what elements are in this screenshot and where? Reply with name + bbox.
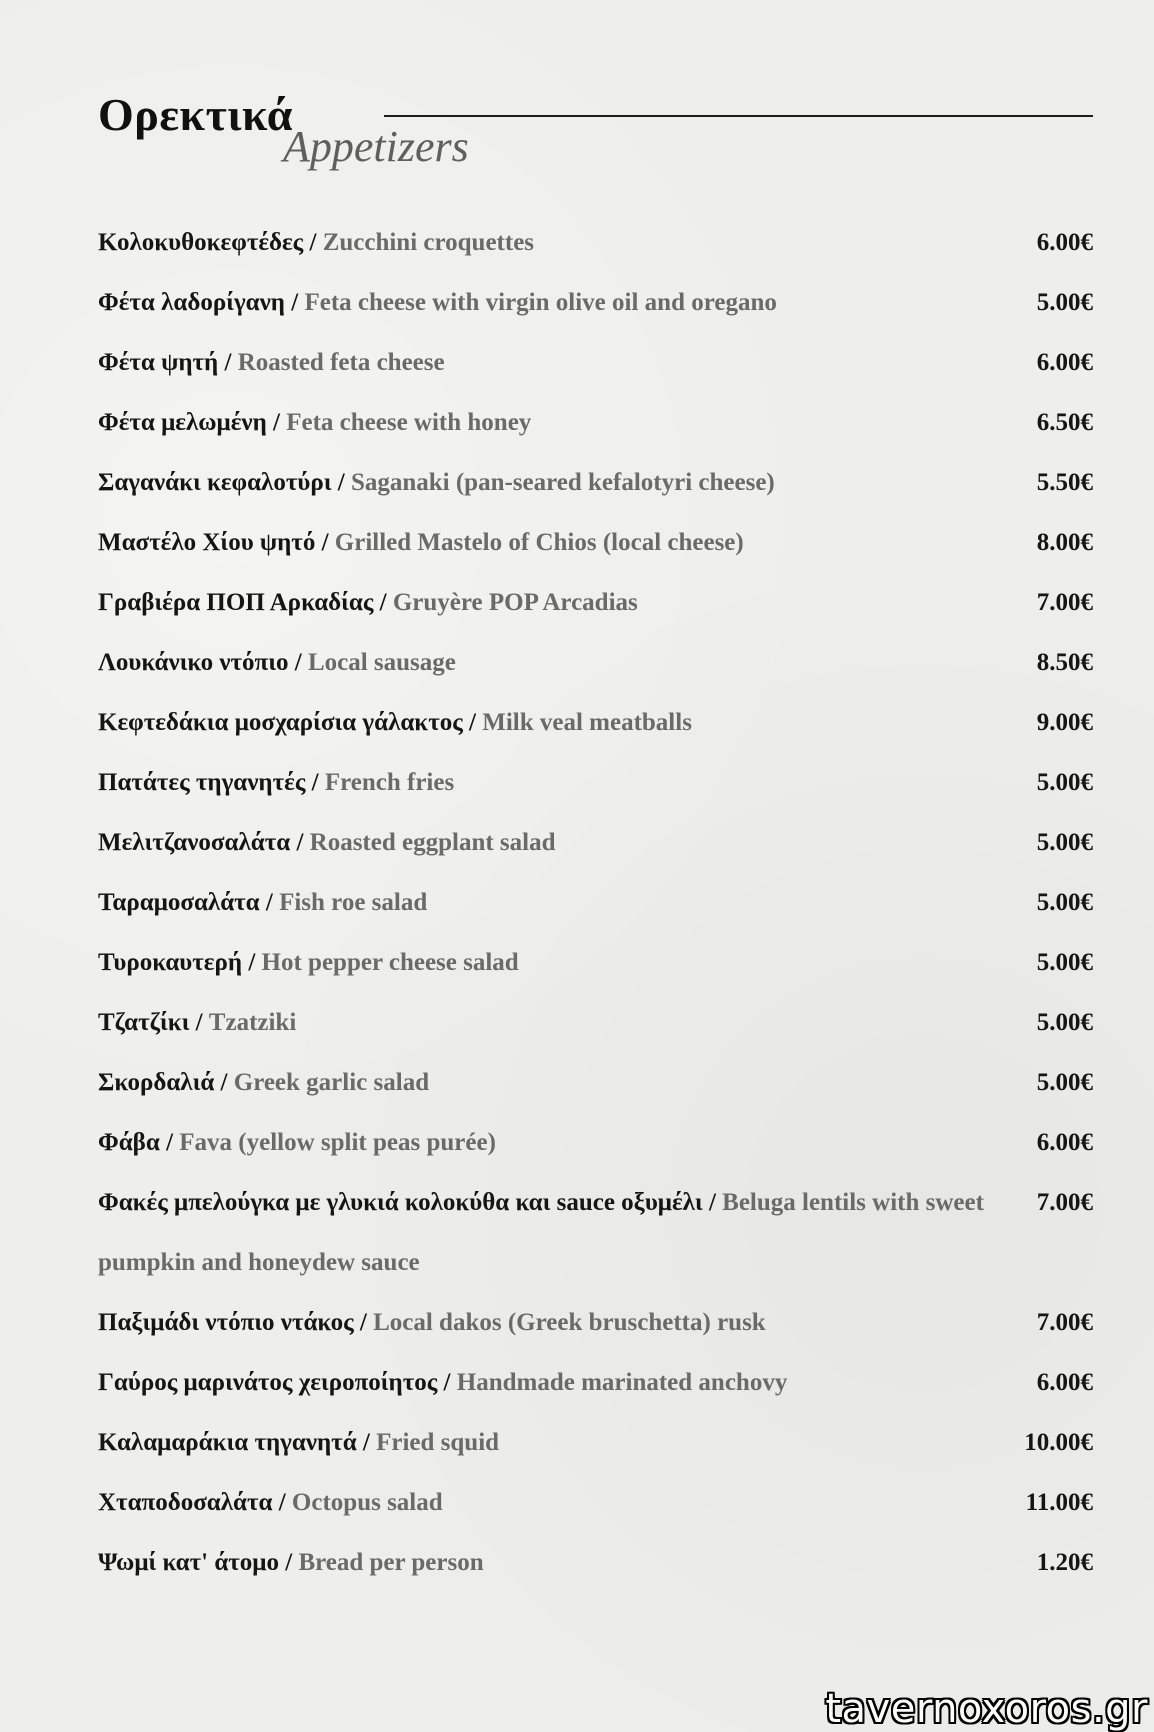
menu-item bbox=[98, 753, 1093, 813]
item-name-greek: Τυροκαυτερή bbox=[98, 949, 243, 976]
item-name-greek: Γραβιέρα ΠΟΠ Αρκαδίας bbox=[98, 589, 374, 616]
menu-item bbox=[98, 453, 1093, 513]
item-separator: / bbox=[273, 409, 280, 436]
item-name-greek: Σαγανάκι κεφαλοτύρι bbox=[98, 469, 332, 496]
item-price: 1.20€ bbox=[1036, 1549, 1093, 1576]
item-separator: / bbox=[309, 229, 317, 256]
item-name-english: Octopus salad bbox=[291, 1489, 443, 1516]
item-price: 8.00€ bbox=[1036, 529, 1093, 556]
item-price: 5.00€ bbox=[1036, 889, 1093, 916]
item-name-english: Gruyère POP Arcadias bbox=[392, 589, 638, 616]
menu-item bbox=[98, 633, 1093, 693]
item-separator: / bbox=[296, 829, 304, 856]
item-price: 7.00€ bbox=[1036, 589, 1093, 616]
item-name-greek: Μελιτζανοσαλάτα bbox=[98, 829, 291, 856]
item-name-english: Local sausage bbox=[307, 649, 456, 676]
item-separator: / bbox=[294, 649, 302, 676]
menu-item bbox=[98, 213, 1093, 273]
item-name-english: Hot pepper cheese salad bbox=[261, 949, 519, 976]
menu-item bbox=[98, 993, 1093, 1053]
menu-item bbox=[98, 1113, 1093, 1173]
item-separator: / bbox=[469, 709, 476, 736]
item-separator: / bbox=[224, 349, 232, 376]
item-separator: / bbox=[220, 1069, 228, 1096]
item-separator: / bbox=[362, 1429, 370, 1456]
item-price: 5.00€ bbox=[1036, 829, 1093, 856]
menu-item bbox=[98, 1293, 1093, 1353]
item-separator: / bbox=[337, 469, 345, 496]
item-name-english: Roasted feta cheese bbox=[237, 349, 445, 376]
item-name-greek: Ψωμί κατ' άτομο bbox=[98, 1549, 279, 1576]
section-header bbox=[98, 88, 1093, 178]
item-price: 6.50€ bbox=[1036, 409, 1093, 436]
item-name-greek: Πατάτες τηγανητές bbox=[98, 769, 306, 796]
item-name-greek: Λουκάνικο ντόπιο bbox=[98, 649, 289, 676]
item-price: 7.00€ bbox=[1036, 1309, 1093, 1336]
menu-item bbox=[98, 1533, 1093, 1593]
item-separator: / bbox=[248, 949, 256, 976]
menu-item bbox=[98, 273, 1093, 333]
item-price: 6.00€ bbox=[1036, 1129, 1093, 1156]
item-name-greek: Σκορδαλιά bbox=[98, 1069, 215, 1096]
item-price: 8.50€ bbox=[1036, 649, 1093, 676]
menu-item bbox=[98, 1413, 1093, 1473]
menu-item bbox=[98, 1473, 1093, 1533]
item-price: 5.00€ bbox=[1036, 769, 1093, 796]
menu-item bbox=[98, 1353, 1093, 1413]
item-name-greek: Φέτα μελωμένη bbox=[98, 409, 267, 436]
item-name-english: Fried squid bbox=[376, 1429, 500, 1456]
item-name-english: Bread per person bbox=[298, 1549, 484, 1576]
menu-item bbox=[98, 693, 1093, 753]
item-name-greek: Μαστέλο Χίου ψητό bbox=[98, 529, 316, 556]
header-divider bbox=[384, 115, 1093, 117]
item-name-greek: Φέτα λαδορίγανη bbox=[98, 289, 285, 316]
menu-item bbox=[98, 573, 1093, 633]
item-separator: / bbox=[291, 289, 299, 316]
item-name-english: Beluga lentils with sweet pumpkin and honeydew sauce bbox=[98, 1189, 984, 1276]
item-separator: / bbox=[708, 1189, 716, 1216]
item-price: 5.00€ bbox=[1036, 289, 1093, 316]
item-separator: / bbox=[265, 889, 273, 916]
menu-item bbox=[98, 1173, 1093, 1293]
section-title-greek: Ορεκτικά bbox=[98, 89, 293, 140]
item-price: 5.50€ bbox=[1036, 469, 1093, 496]
menu-item bbox=[98, 813, 1093, 873]
section-title-english: Appetizers bbox=[283, 122, 469, 171]
item-price: 5.00€ bbox=[1036, 1009, 1093, 1036]
item-name-english: Zucchini croquettes bbox=[322, 229, 535, 256]
item-name-english: French fries bbox=[324, 769, 455, 796]
item-price: 11.00€ bbox=[1025, 1489, 1093, 1516]
item-name-english: Tzatziki bbox=[208, 1009, 297, 1036]
item-price: 5.00€ bbox=[1036, 1069, 1093, 1096]
item-name-english: Local dakos (Greek bruschetta) rusk bbox=[373, 1309, 766, 1336]
item-name-greek: Παξιμάδι ντόπιο ντάκος bbox=[98, 1309, 354, 1336]
item-name-english: Milk veal meatballs bbox=[482, 709, 692, 736]
item-name-greek: Τζατζίκι bbox=[98, 1009, 190, 1036]
item-separator: / bbox=[379, 589, 387, 616]
item-name-greek: Φάβα bbox=[98, 1129, 160, 1156]
item-separator: / bbox=[285, 1549, 293, 1576]
menu-item bbox=[98, 333, 1093, 393]
item-name-greek: Ταραμοσαλάτα bbox=[98, 889, 260, 916]
item-name-greek: Γαύρος μαρινάτος χειροποίητος bbox=[98, 1369, 438, 1396]
item-name-greek: Κεφτεδάκια μοσχαρίσια γάλακτος bbox=[98, 709, 463, 736]
item-separator: / bbox=[359, 1309, 367, 1336]
item-name-english: Roasted eggplant salad bbox=[309, 829, 556, 856]
item-separator: / bbox=[443, 1369, 451, 1396]
item-name-english: Handmade marinated anchovy bbox=[456, 1369, 788, 1396]
item-separator: / bbox=[321, 529, 329, 556]
item-name-english: Saganaki (pan-seared kefalotyri cheese) bbox=[350, 469, 775, 496]
item-name-greek: Φέτα ψητή bbox=[98, 349, 219, 376]
item-separator: / bbox=[278, 1489, 286, 1516]
item-price: 7.00€ bbox=[1036, 1189, 1093, 1216]
item-separator: / bbox=[195, 1009, 203, 1036]
item-separator: / bbox=[311, 769, 319, 796]
menu-list bbox=[98, 213, 1093, 1593]
item-name-greek: Καλαμαράκια τηγανητά bbox=[98, 1429, 357, 1456]
site-watermark: tavernoxoros.gr bbox=[825, 1686, 1148, 1732]
menu-item bbox=[98, 873, 1093, 933]
item-name-greek: Χταποδοσαλάτα bbox=[98, 1489, 273, 1516]
item-name-english: Fish roe salad bbox=[279, 889, 428, 916]
item-price: 9.00€ bbox=[1036, 709, 1093, 736]
item-name-english: Fava (yellow split peas purée) bbox=[179, 1129, 496, 1156]
item-name-english: Grilled Mastelo of Chios (local cheese) bbox=[334, 529, 744, 556]
menu-item bbox=[98, 933, 1093, 993]
item-name-greek: Κολοκυθοκεφτέδες bbox=[98, 229, 304, 256]
item-price: 6.00€ bbox=[1036, 349, 1093, 376]
item-name-english: Feta cheese with virgin olive oil and oregano bbox=[304, 289, 777, 316]
item-name-greek: Φακές μπελούγκα με γλυκιά κολοκύθα και sauce οξυμέλι bbox=[98, 1189, 703, 1216]
item-price: 5.00€ bbox=[1036, 949, 1093, 976]
item-price: 6.00€ bbox=[1036, 1369, 1093, 1396]
menu-item bbox=[98, 393, 1093, 453]
item-price: 10.00€ bbox=[1024, 1429, 1093, 1456]
item-name-english: Feta cheese with honey bbox=[286, 409, 532, 436]
item-price: 6.00€ bbox=[1036, 229, 1093, 256]
item-name-english: Greek garlic salad bbox=[233, 1069, 430, 1096]
item-separator: / bbox=[166, 1129, 174, 1156]
menu-item bbox=[98, 1053, 1093, 1113]
menu-item bbox=[98, 513, 1093, 573]
